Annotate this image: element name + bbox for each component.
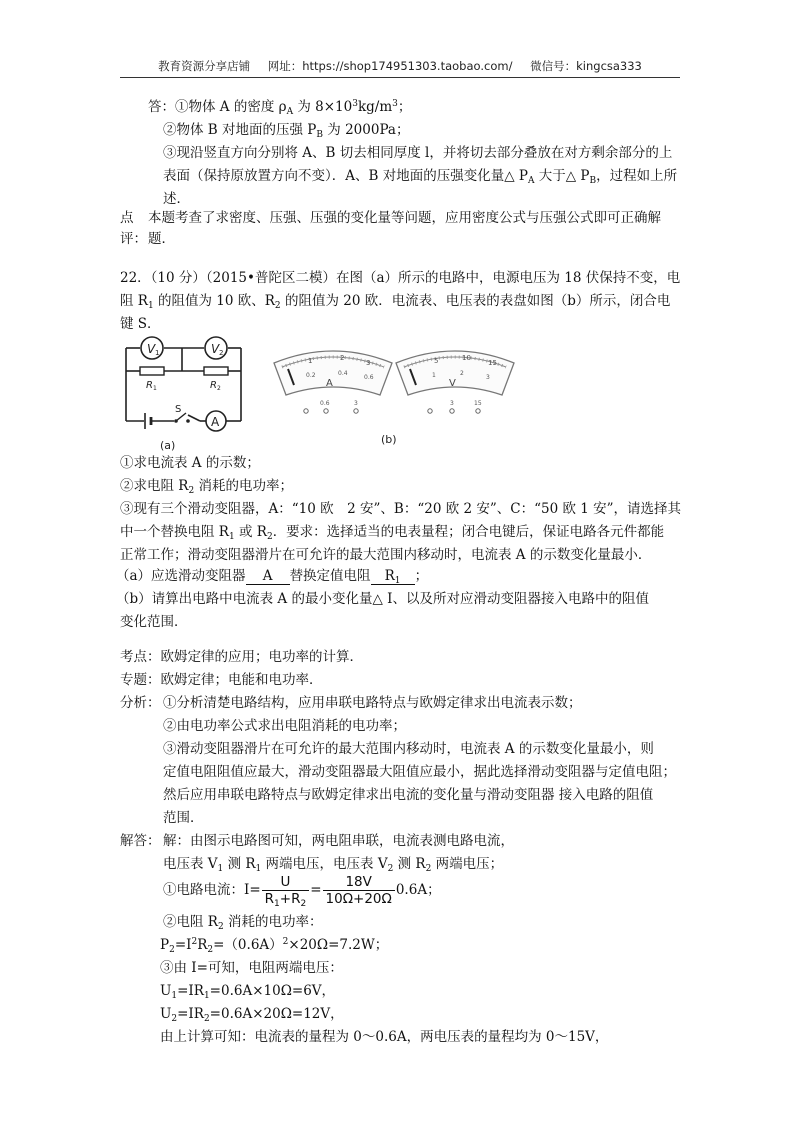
- jieda-label: 解答：: [120, 833, 161, 849]
- header-shop: 教育资源分享店铺: [158, 59, 251, 73]
- svg-text:1: 1: [153, 385, 157, 392]
- svg-text:3: 3: [354, 400, 358, 407]
- svg-text:15: 15: [474, 400, 482, 407]
- comment-label-2: 评：: [120, 231, 147, 247]
- fenxi-line-5: 然后应用串联电路特点与欧姆定律求出电流的变化量与滑动变阻器 接入电路的阻值: [163, 787, 654, 803]
- jieda-line-6: ③由 I=可知，电阻两端电压：: [160, 960, 343, 976]
- jieda-line-9: 由上计算可知：电流表的量程为 0～0.6A，两电压表的量程均为 0～15V，: [160, 1029, 609, 1045]
- resistor-r1-icon: [140, 367, 164, 392]
- sub-question-3-line-3: 正常工作；滑动变阻器滑片在可允许的最大范围内移动时，电流表 A 的示数变化量最小．: [120, 547, 652, 563]
- question-line-2: 阻 $R_1$ 的阻值为 10 欧、$R_2$ 的阻值为 20 欧．电流表、电压表的表盘如图（b）所示，闭合电: [120, 293, 671, 311]
- switch-icon: [174, 404, 190, 423]
- voltmeter-dial: [396, 351, 514, 413]
- svg-text:A: A: [211, 415, 220, 429]
- fenxi-line-3: ③滑动变阻器滑片在可允许的最大范围内移动时，电流表 A 的示数变化量最小，则: [163, 741, 654, 757]
- fenxi-line-1: ①分析清楚电路结构，应用串联电路特点与欧姆定律求出电流表示数；: [163, 695, 582, 711]
- svg-text:A: A: [326, 378, 333, 389]
- voltmeter-v1-icon: [141, 337, 163, 359]
- svg-text:2: 2: [219, 349, 224, 357]
- figure-a-caption: (a): [160, 439, 176, 452]
- comment-line-2: 题．: [148, 231, 175, 247]
- jieda-line-3: ①电路电流：I= $\frac{U}{R_1+R_2}$ = $\frac{18V}{10\Omega+20\Omega}$ 0.6A；: [163, 874, 441, 909]
- svg-text:0.6: 0.6: [320, 400, 330, 407]
- sub-question-2: ②求电阻 $R_2$ 消耗的电功率；: [120, 478, 293, 496]
- comment-line-1: 本题考查了求密度、压强、压强的变化量等问题，应用密度公式与压强公式即可正确解: [148, 210, 661, 226]
- sub-question-a: （a）应选滑动变阻器 A 替换定值电阻 $R_1$ ；: [116, 568, 429, 586]
- header-wechat: 微信号：kingcsa333: [530, 59, 642, 73]
- svg-text:V: V: [211, 342, 220, 356]
- sub-question-1: ①求电流表 A 的示数；: [120, 455, 260, 471]
- svg-text:15: 15: [488, 359, 497, 367]
- svg-text:10: 10: [462, 354, 471, 362]
- fenxi-label: 分析：: [120, 695, 161, 711]
- sub-question-3-line-2: 中一个替换电阻 $R_1$ 或 $R_2$．要求：选择适当的电表量程；闭合电键后，保证电路各元件都能: [120, 524, 665, 542]
- svg-text:3: 3: [486, 374, 490, 381]
- jieda-line-8: $U_2=IR_2=0.6A\times 20\Omega=12V$，: [160, 1006, 344, 1024]
- svg-text:0.4: 0.4: [338, 370, 348, 377]
- fenxi-line-4: 定值电阻阻值应最大，滑动变阻器最大阻值应最小，据此选择滑动变阻器与定值电阻；: [163, 764, 676, 780]
- question-line-1: 22．（10 分）（2015•普陀区二模）在图（a）所示的电路中，电源电压为 18 伏保持不变，电: [120, 270, 681, 286]
- fenxi-line-6: 范围．: [163, 810, 204, 826]
- svg-text:R: R: [210, 380, 217, 391]
- svg-text:2: 2: [217, 385, 221, 392]
- header-site: 网址：https://shop174951303.taobao.com/: [267, 59, 513, 73]
- svg-text:5: 5: [434, 357, 439, 365]
- svg-text:3: 3: [450, 400, 454, 407]
- ammeter-a-icon: [206, 411, 226, 431]
- svg-text:2: 2: [460, 370, 464, 377]
- svg-text:1: 1: [155, 349, 160, 357]
- jieda-line-7: $U_1=IR_1=0.6A\times 10\Omega=6V$，: [160, 983, 336, 1001]
- jieda-line-5: $P_2=I^2R_2=(0.6A)^2\times 20\Omega=7.2W$；: [160, 937, 389, 955]
- jieda-line-2: 电压表 $V_1$ 测 $R_1$ 两端电压，电压表 $V_2$ 测 $R_2$ 两端电压；: [163, 856, 504, 874]
- answer-line-1: 答：①物体 A 的密度 $\rho_A$ 为 $8\times 10^3kg/m^3$；: [148, 99, 412, 117]
- svg-text:R: R: [146, 380, 153, 391]
- resistor-r2-icon: [204, 367, 228, 392]
- svg-text:V: V: [147, 342, 156, 356]
- meter-dials: [268, 343, 520, 449]
- answer-blank-2: $R_1$: [371, 568, 415, 585]
- answer-line-5: 述．: [163, 191, 190, 207]
- battery-icon: [145, 413, 151, 429]
- svg-text:1: 1: [308, 357, 313, 365]
- sub-question-b-line-1: （b）请算出电路中电流表 A 的最小变化量△ I、以及所对应滑动变阻器接入电路中的阻值: [116, 591, 649, 607]
- zhuanti-line: 专题：欧姆定律；电能和电功率．: [120, 672, 323, 688]
- jieda-line-4: ②电阻 $R_2$ 消耗的电功率：: [163, 914, 323, 932]
- svg-text:0.2: 0.2: [306, 372, 316, 379]
- question-line-3: 键 S．: [120, 316, 161, 332]
- svg-text:V: V: [449, 378, 456, 389]
- kaodian-line: 考点：欧姆定律的应用；电功率的计算．: [120, 649, 363, 665]
- svg-text:2: 2: [340, 354, 345, 362]
- sub-question-b-line-2: 变化范围．: [120, 614, 188, 630]
- answer-line-2: ②物体 B 对地面的压强 $P_B$ 为 2000Pa；: [163, 122, 410, 140]
- figure-b-caption: (b): [381, 433, 397, 446]
- svg-text:S: S: [175, 404, 182, 415]
- answer-blank-1: A: [246, 568, 290, 585]
- fenxi-line-2: ②由电功率公式求出电阻消耗的电功率；: [163, 718, 406, 734]
- jieda-line-1: 解：由图示电路图可知，两电阻串联，电流表测电路电流，: [163, 833, 514, 849]
- page-header: [0, 58, 800, 74]
- comment-label-1: 点: [120, 210, 134, 226]
- answer-line-3: ③现沿竖直方向分别将 A、B 切去相同厚度 l，并将切去部分叠放在对方剩余部分的上: [163, 145, 673, 161]
- fraction-2: $\frac{18V}{10\Omega+20\Omega}$: [323, 874, 395, 907]
- svg-text:1: 1: [432, 372, 436, 379]
- voltmeter-v2-icon: [205, 337, 227, 359]
- fraction-1: $\frac{U}{R_1+R_2}$: [262, 874, 310, 907]
- answer-line-4: 表面（保持原放置方向不变）．A、B 对地面的压强变化量△ $P_A$ 大于△ $P_B$，过程如上所: [163, 168, 678, 186]
- header-divider: [120, 77, 680, 78]
- svg-text:0.6: 0.6: [364, 374, 374, 381]
- ammeter-dial: [274, 351, 392, 413]
- sub-question-3-line-1: ③现有三个滑动变阻器，A：“10 欧 2 安”、B：“20 欧 2 安”、C：“50 欧 1 安”，请选择其: [120, 501, 682, 517]
- circuit-diagram: [118, 333, 253, 455]
- svg-text:3: 3: [366, 359, 371, 367]
